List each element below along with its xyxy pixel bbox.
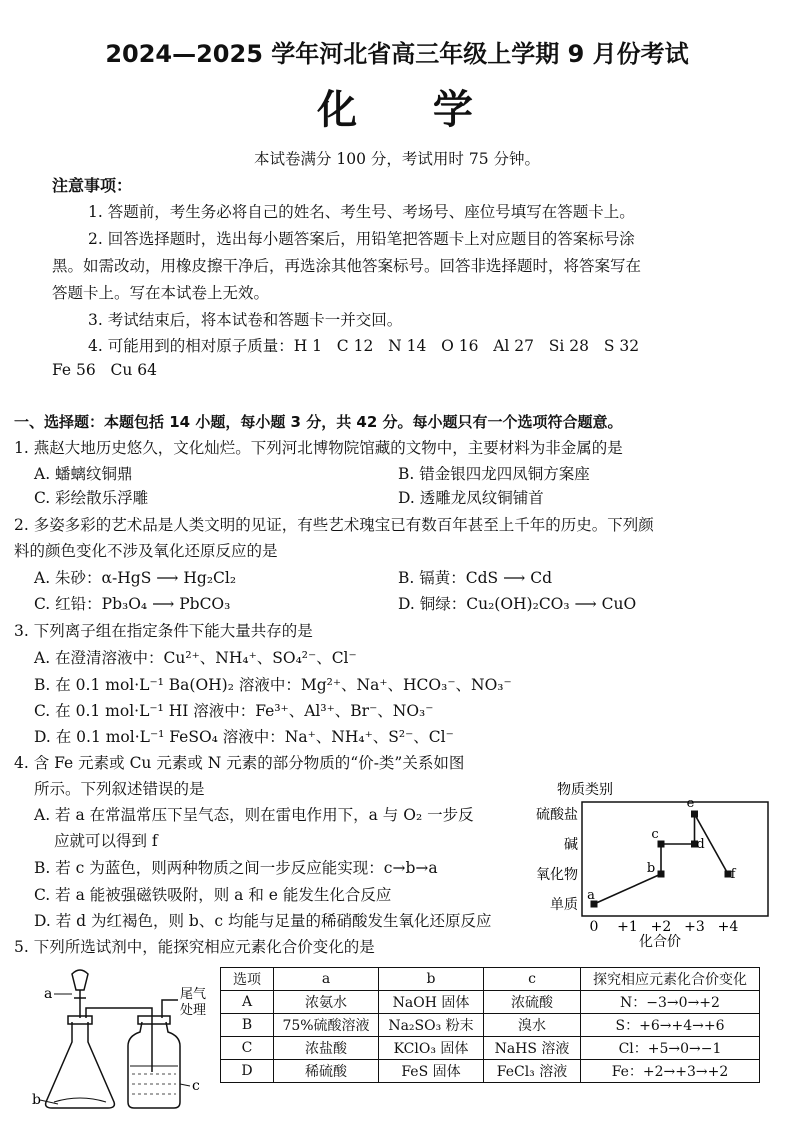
- table-cell: FeS 固体: [379, 1060, 484, 1083]
- table-row: [221, 1037, 760, 1060]
- y-tick-label: 氧化物: [536, 867, 578, 883]
- x-tick-label: +1: [617, 919, 638, 935]
- option-a: A. 若 a 在常温常压下呈气态，则在雷电作用下，a 与 O₂ 一步反: [34, 806, 474, 824]
- table-cell: S：+6→+4→+6: [581, 1014, 760, 1037]
- table-row: [221, 991, 760, 1014]
- conical-flask: [46, 1022, 115, 1108]
- delivery-tube: [86, 1008, 152, 1072]
- table-cell: D: [221, 1060, 274, 1083]
- note-line: 答题卡上。写在本试卷上无效。: [52, 284, 270, 302]
- point-label: d: [696, 837, 705, 852]
- option-c: C. 红铅：Pb₃O₄ ⟶ PbCO₃: [34, 595, 231, 613]
- question-stem: 料的颜色变化不涉及氧化还原反应的是: [14, 542, 278, 560]
- chart-frame: [582, 802, 768, 916]
- option-a: A. 在澄清溶液中：Cu²⁺、NH₄⁺、SO₄²⁻、Cl⁻: [34, 649, 357, 667]
- option-c: C. 彩绘散乐浮雕: [34, 489, 149, 507]
- option-d: D. 在 0.1 mol·L⁻¹ FeSO₄ 溶液中：Na⁺、NH₄⁺、S²⁻、Cl⁻: [34, 728, 454, 746]
- option-a: A. 朱砂：α-HgS ⟶ Hg₂Cl₂: [34, 569, 237, 587]
- valence-class-chart: [520, 778, 780, 948]
- y-tick-label: 碱: [564, 837, 578, 853]
- point-label: e: [686, 796, 695, 811]
- note-line: 1. 答题前，考生务必将自己的姓名、考生号、考场号、座位号填写在答题卡上。: [88, 203, 635, 221]
- option-d: D. 若 d 为红褐色，则 b、c 均能与足量的稀硝酸发生氧化还原反应: [34, 912, 492, 930]
- label-a: a: [44, 986, 53, 1002]
- table-row: [221, 1014, 760, 1037]
- chart-point-b: [658, 871, 665, 878]
- option-b: B. 错金银四龙四凤铜方案座: [398, 465, 590, 483]
- x-tick-label: +3: [684, 919, 705, 935]
- point-label: c: [651, 827, 659, 842]
- note-line: 3. 考试结束后，将本试卷和答题卡一并交回。: [88, 311, 403, 329]
- question-stem: 1. 燕赵大地历史悠久，文化灿烂。下列河北博物院馆藏的文物中，主要材料为非金属的是: [14, 439, 623, 457]
- chart-point-e: [691, 811, 698, 818]
- question-stem: 2. 多姿多彩的艺术品是人类文明的见证，有些艺术瑰宝已有数百年甚至上千年的历史。下列颜: [14, 516, 654, 534]
- table-cell: Na₂SO₃ 粉末: [379, 1014, 484, 1037]
- table-cell: 浓氨水: [274, 991, 379, 1014]
- table-header: c: [484, 968, 581, 991]
- point-label: a: [587, 888, 595, 903]
- table-cell: 浓硫酸: [484, 991, 581, 1014]
- point-label: f: [730, 867, 736, 882]
- option-a: A. 蟠螭纹铜鼎: [34, 465, 133, 483]
- table-header: 选项: [221, 968, 274, 991]
- table-header: 探究相应元素化合价变化: [581, 968, 760, 991]
- table-cell: Cl：+5→0→−1: [581, 1037, 760, 1060]
- y-tick-label: 硫酸盐: [536, 807, 578, 823]
- section-title: 一、选择题：本题包括 14 小题，每小题 3 分，共 42 分。每小题只有一个选项符合题意。: [14, 413, 623, 431]
- table-cell: B: [221, 1014, 274, 1037]
- table-cell: 溴水: [484, 1014, 581, 1037]
- option-d: D. 透雕龙凤纹铜铺首: [398, 489, 544, 507]
- table-header: a: [274, 968, 379, 991]
- x-tick-label: 0: [589, 919, 599, 935]
- question-stem: 4. 含 Fe 元素或 Cu 元素或 N 元素的部分物质的“价-类”关系如图: [14, 754, 465, 772]
- note-line: 4. 可能用到的相对原子质量：H 1 C 12 N 14 O 16 Al 27 Si 28 S 32: [88, 337, 640, 355]
- x-tick-label: +4: [717, 919, 739, 935]
- option-c: C. 在 0.1 mol·L⁻¹ HI 溶液中：Fe³⁺、Al³⁺、Br⁻、NO₃⁻: [34, 702, 434, 720]
- label-c: c: [192, 1078, 200, 1094]
- table-cell: 浓盐酸: [274, 1037, 379, 1060]
- table-cell: C: [221, 1037, 274, 1060]
- subject-title: 化 学: [317, 87, 477, 133]
- table-cell: N：−3→0→+2: [581, 991, 760, 1014]
- question-stem: 所示。下列叙述错误的是: [34, 780, 205, 798]
- table-cell: A: [221, 991, 274, 1014]
- table-header: b: [379, 968, 484, 991]
- option-b: B. 若 c 为蓝色，则两种物质之间一步反应能实现：c→b→a: [34, 859, 438, 877]
- table-cell: NaHS 溶液: [484, 1037, 581, 1060]
- y-tick-label: 单质: [550, 897, 578, 913]
- option-b: B. 镉黄：CdS ⟶ Cd: [398, 569, 553, 587]
- x-tick-label: +2: [650, 919, 672, 935]
- question-stem: 5. 下列所选试剂中，能探究相应元素化合价变化的是: [14, 938, 375, 956]
- label-b: b: [32, 1092, 41, 1108]
- chart-xlabel: 化合价: [639, 934, 681, 948]
- note-line: 2. 回答选择题时，选出每小题答案后，用铅笔把答题卡上对应题目的答案标号涂: [88, 230, 635, 248]
- reagent-table: [220, 967, 760, 1083]
- exam-title: 2024—2025 学年河北省高三年级上学期 9 月份考试: [105, 40, 689, 68]
- option-c: C. 若 a 能被强磁铁吸附，则 a 和 e 能发生化合反应: [34, 886, 392, 904]
- option-b: B. 在 0.1 mol·L⁻¹ Ba(OH)₂ 溶液中：Mg²⁺、Na⁺、HCO₃⁻、NO₃⁻: [34, 676, 512, 694]
- table-cell: 稀硫酸: [274, 1060, 379, 1083]
- table-row: [221, 1060, 760, 1083]
- table-cell: FeCl₃ 溶液: [484, 1060, 581, 1083]
- table-cell: NaOH 固体: [379, 991, 484, 1014]
- tail-gas-label: 尾气: [180, 987, 207, 1002]
- option-a-cont: 应就可以得到 f: [54, 832, 158, 850]
- gas-wash-bottle: [128, 1022, 180, 1108]
- note-line: Fe 56 Cu 64: [52, 361, 158, 379]
- chart-title: 物质类别: [557, 782, 613, 798]
- question-stem: 3. 下列离子组在指定条件下能大量共存的是: [14, 622, 313, 640]
- option-d: D. 铜绿：Cu₂(OH)₂CO₃ ⟶ CuO: [398, 595, 637, 613]
- point-label: b: [646, 861, 656, 876]
- table-cell: 75%硫酸溶液: [274, 1014, 379, 1037]
- note-line: 黑。如需改动，用橡皮擦干净后，再选涂其他答案标号。回答非选择题时，将答案写在: [52, 257, 642, 275]
- table-cell: KClO₃ 固体: [379, 1037, 484, 1060]
- tail-gas-label: 处理: [180, 1003, 207, 1018]
- exam-info: 本试卷满分 100 分，考试用时 75 分钟。: [253, 150, 541, 168]
- table-cell: Fe：+2→+3→+2: [581, 1060, 760, 1083]
- table-header-row: [221, 968, 760, 991]
- notes-heading: 注意事项：: [52, 176, 133, 195]
- apparatus-diagram: [28, 962, 218, 1117]
- chart-link: [594, 874, 661, 904]
